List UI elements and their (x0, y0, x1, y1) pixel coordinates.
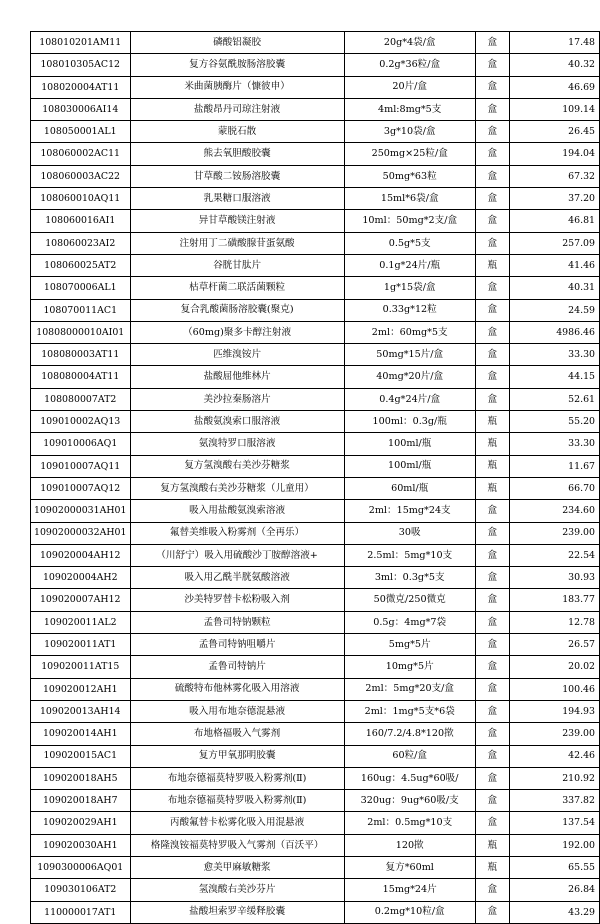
drug-name-cell: 氢溴酸右美沙芬片 (130, 879, 344, 901)
table-row (31, 544, 600, 566)
drug-price-cell: 26.57 (509, 634, 599, 656)
table-row (31, 344, 600, 366)
drug-spec-cell: 复方*60ml (344, 856, 475, 878)
drug-code-cell: 108050001AL1 (31, 121, 131, 143)
drug-code-cell: 108010201AM11 (31, 32, 131, 54)
drug-spec-cell: 60粒/盒 (344, 745, 475, 767)
drug-price-cell: 109.14 (509, 98, 599, 120)
drug-unit-cell: 瓶 (475, 455, 509, 477)
drug-name-cell: 盐酸氨溴索口服溶液 (130, 411, 344, 433)
drug-price-cell: 24.59 (509, 299, 599, 321)
drug-price-cell: 12.78 (509, 611, 599, 633)
drug-code-cell: 109020015AC1 (31, 745, 131, 767)
drug-name-cell: 匹维溴铵片 (130, 344, 344, 366)
drug-code-cell: 109020011AT15 (31, 656, 131, 678)
table-row (31, 433, 600, 455)
drug-price-cell: 210.92 (509, 767, 599, 789)
table-row (31, 366, 600, 388)
drug-name-cell: 米曲菌胰酶片（慷彼申） (130, 76, 344, 98)
drug-spec-cell: 0.4g*24片/盒 (344, 388, 475, 410)
drug-price-cell: 66.70 (509, 477, 599, 499)
drug-price-cell: 67.32 (509, 165, 599, 187)
table-row (31, 723, 600, 745)
drug-price-cell: 194.93 (509, 700, 599, 722)
drug-unit-cell: 盒 (475, 344, 509, 366)
table-row (31, 210, 600, 232)
drug-price-cell: 52.61 (509, 388, 599, 410)
table-row (31, 232, 600, 254)
drug-unit-cell: 盒 (475, 165, 509, 187)
drug-code-cell: 108010305AC12 (31, 54, 131, 76)
drug-name-cell: 盐酸坦索罗辛缓释胶囊 (130, 901, 344, 923)
table-row (31, 321, 600, 343)
drug-spec-cell: 320ug：9ug*60吸/支 (344, 790, 475, 812)
drug-name-cell: 硫酸特布他林雾化吸入用溶液 (130, 678, 344, 700)
drug-spec-cell: 160/7.2/4.8*120揿 (344, 723, 475, 745)
drug-code-cell: 109010002AQ13 (31, 411, 131, 433)
drug-unit-cell: 瓶 (475, 477, 509, 499)
table-row (31, 745, 600, 767)
drug-unit-cell: 盒 (475, 188, 509, 210)
table-row (31, 455, 600, 477)
table-row (31, 121, 600, 143)
drug-spec-cell: 2.5ml：5mg*10支 (344, 544, 475, 566)
drug-price-cell: 257.09 (509, 232, 599, 254)
drug-unit-cell: 盒 (475, 901, 509, 923)
drug-name-cell: 布地格福吸入气雾剂 (130, 723, 344, 745)
drug-unit-cell: 盒 (475, 634, 509, 656)
drug-spec-cell: 0.5g*5支 (344, 232, 475, 254)
table-row (31, 611, 600, 633)
drug-unit-cell: 盒 (475, 76, 509, 98)
table-row (31, 165, 600, 187)
drug-code-cell: 1090300006AQ01 (31, 856, 131, 878)
table-row (31, 856, 600, 878)
drug-name-cell: 孟鲁司特钠咀嚼片 (130, 634, 344, 656)
drug-code-cell: 10902000032AH01 (31, 522, 131, 544)
table-row (31, 477, 600, 499)
drug-unit-cell: 盒 (475, 321, 509, 343)
drug-price-cell: 4986.46 (509, 321, 599, 343)
drug-unit-cell: 盒 (475, 812, 509, 834)
table-row (31, 277, 600, 299)
drug-name-cell: 谷胱甘肽片 (130, 254, 344, 276)
drug-spec-cell: 100ml/瓶 (344, 433, 475, 455)
drug-unit-cell: 瓶 (475, 834, 509, 856)
drug-unit-cell: 瓶 (475, 254, 509, 276)
drug-spec-cell: 2ml：1mg*5支*6袋 (344, 700, 475, 722)
table-row (31, 299, 600, 321)
drug-name-cell: 熊去氧胆酸胶囊 (130, 143, 344, 165)
drug-spec-cell: 2ml：0.5mg*10支 (344, 812, 475, 834)
drug-code-cell: 108060002AC11 (31, 143, 131, 165)
drug-unit-cell: 盒 (475, 54, 509, 76)
drug-price-table (30, 31, 600, 924)
drug-unit-cell: 盒 (475, 700, 509, 722)
drug-unit-cell: 盒 (475, 522, 509, 544)
drug-name-cell: 枯草杆菌二联活菌颗粒 (130, 277, 344, 299)
drug-price-cell: 44.15 (509, 366, 599, 388)
drug-price-cell: 22.54 (509, 544, 599, 566)
table-row (31, 901, 600, 923)
drug-name-cell: 吸入用乙酰半胱氨酸溶液 (130, 567, 344, 589)
drug-unit-cell: 盒 (475, 767, 509, 789)
drug-code-cell: 109030106AT2 (31, 879, 131, 901)
drug-unit-cell: 盒 (475, 567, 509, 589)
drug-spec-cell: 5mg*5片 (344, 634, 475, 656)
drug-name-cell: （川舒宁）吸入用硫酸沙丁胺醇溶液+ (130, 544, 344, 566)
drug-name-cell: 布地奈德福莫特罗吸入粉雾剂(Ⅱ) (130, 767, 344, 789)
drug-spec-cell: 250mg×25粒/盒 (344, 143, 475, 165)
drug-code-cell: 108060016AI1 (31, 210, 131, 232)
drug-spec-cell: 0.1g*24片/瓶 (344, 254, 475, 276)
table-row (31, 879, 600, 901)
drug-spec-cell: 20片/盒 (344, 76, 475, 98)
drug-spec-cell: 0.2mg*10粒/盒 (344, 901, 475, 923)
drug-spec-cell: 10ml：50mg*2支/盒 (344, 210, 475, 232)
drug-spec-cell: 50微克/250微克 (344, 589, 475, 611)
drug-name-cell: 氟替美维吸入粉雾剂（全再乐） (130, 522, 344, 544)
drug-unit-cell: 盒 (475, 611, 509, 633)
table-body (31, 32, 600, 924)
drug-price-cell: 337.82 (509, 790, 599, 812)
drug-spec-cell: 50mg*15片/盒 (344, 344, 475, 366)
drug-spec-cell: 10mg*5片 (344, 656, 475, 678)
drug-price-cell: 33.30 (509, 433, 599, 455)
drug-price-cell: 183.77 (509, 589, 599, 611)
drug-name-cell: 孟鲁司特钠片 (130, 656, 344, 678)
drug-code-cell: 10808000010AI01 (31, 321, 131, 343)
drug-unit-cell: 盒 (475, 544, 509, 566)
drug-code-cell: 109010007AQ11 (31, 455, 131, 477)
table-row (31, 98, 600, 120)
drug-price-cell: 100.46 (509, 678, 599, 700)
drug-unit-cell: 瓶 (475, 856, 509, 878)
drug-name-cell: 孟鲁司特钠颗粒 (130, 611, 344, 633)
drug-price-cell: 42.46 (509, 745, 599, 767)
drug-price-cell: 26.45 (509, 121, 599, 143)
drug-name-cell: 愈美甲麻敏糖浆 (130, 856, 344, 878)
table-row (31, 143, 600, 165)
drug-unit-cell: 盒 (475, 121, 509, 143)
drug-name-cell: 蒙脱石散 (130, 121, 344, 143)
drug-price-cell: 43.29 (509, 901, 599, 923)
drug-code-cell: 108080007AT2 (31, 388, 131, 410)
drug-code-cell: 108060023AI2 (31, 232, 131, 254)
drug-price-cell: 40.31 (509, 277, 599, 299)
drug-spec-cell: 50mg*63粒 (344, 165, 475, 187)
drug-code-cell: 110000017AT1 (31, 901, 131, 923)
table-row (31, 54, 600, 76)
drug-unit-cell: 盒 (475, 790, 509, 812)
drug-unit-cell: 盒 (475, 143, 509, 165)
drug-spec-cell: 100ml/瓶 (344, 455, 475, 477)
drug-code-cell: 108060010AQ11 (31, 188, 131, 210)
drug-name-cell: 复方氢溴酸右美沙芬糖浆 (130, 455, 344, 477)
drug-name-cell: 复方甲氧那明胶囊 (130, 745, 344, 767)
drug-name-cell: 甘草酸二铵肠溶胶囊 (130, 165, 344, 187)
drug-unit-cell: 盒 (475, 277, 509, 299)
drug-spec-cell: 3ml：0.3g*5支 (344, 567, 475, 589)
drug-code-cell: 109020011AL2 (31, 611, 131, 633)
drug-spec-cell: 1g*15袋/盒 (344, 277, 475, 299)
drug-spec-cell: 20g*4袋/盒 (344, 32, 475, 54)
drug-spec-cell: 60ml/瓶 (344, 477, 475, 499)
drug-price-cell: 11.67 (509, 455, 599, 477)
drug-price-cell: 30.93 (509, 567, 599, 589)
drug-price-cell: 239.00 (509, 723, 599, 745)
drug-price-cell: 26.84 (509, 879, 599, 901)
drug-price-cell: 239.00 (509, 522, 599, 544)
drug-unit-cell: 盒 (475, 589, 509, 611)
drug-unit-cell: 瓶 (475, 433, 509, 455)
drug-name-cell: 乳果糖口服溶液 (130, 188, 344, 210)
table-row (31, 767, 600, 789)
drug-price-cell: 55.20 (509, 411, 599, 433)
drug-code-cell: 10902000031AH01 (31, 500, 131, 522)
drug-unit-cell: 盒 (475, 32, 509, 54)
drug-spec-cell: 30吸 (344, 522, 475, 544)
table-row (31, 567, 600, 589)
drug-spec-cell: 160ug：4.5ug*60吸/ (344, 767, 475, 789)
table-row (31, 634, 600, 656)
drug-code-cell: 109020018AH5 (31, 767, 131, 789)
drug-spec-cell: 2ml：5mg*20支/盒 (344, 678, 475, 700)
drug-code-cell: 109020030AH1 (31, 834, 131, 856)
drug-code-cell: 108070006AL1 (31, 277, 131, 299)
drug-code-cell: 108020004AT11 (31, 76, 131, 98)
drug-unit-cell: 盒 (475, 745, 509, 767)
drug-spec-cell: 0.2g*36粒/盒 (344, 54, 475, 76)
table-row (31, 522, 600, 544)
drug-code-cell: 109010006AQ1 (31, 433, 131, 455)
drug-price-cell: 194.04 (509, 143, 599, 165)
drug-code-cell: 108060025AT2 (31, 254, 131, 276)
drug-spec-cell: 0.33g*12粒 (344, 299, 475, 321)
drug-name-cell: 注射用丁二磺酸腺苷蛋氨酸 (130, 232, 344, 254)
table-row (31, 790, 600, 812)
drug-code-cell: 108030006AI14 (31, 98, 131, 120)
drug-code-cell: 109020018AH7 (31, 790, 131, 812)
drug-unit-cell: 盒 (475, 366, 509, 388)
drug-code-cell: 108080004AT11 (31, 366, 131, 388)
drug-code-cell: 108070011AC1 (31, 299, 131, 321)
drug-spec-cell: 4ml:8mg*5支 (344, 98, 475, 120)
table-row (31, 834, 600, 856)
drug-price-cell: 192.00 (509, 834, 599, 856)
drug-spec-cell: 15ml*6袋/盒 (344, 188, 475, 210)
drug-unit-cell: 盒 (475, 299, 509, 321)
drug-name-cell: 吸入用盐酸氨溴索溶液 (130, 500, 344, 522)
drug-price-cell: 37.20 (509, 188, 599, 210)
drug-spec-cell: 120揿 (344, 834, 475, 856)
table-row (31, 678, 600, 700)
drug-unit-cell: 瓶 (475, 411, 509, 433)
drug-code-cell: 108080003AT11 (31, 344, 131, 366)
drug-name-cell: 氨溴特罗口服溶液 (130, 433, 344, 455)
drug-name-cell: 异甘草酸镁注射液 (130, 210, 344, 232)
table-row (31, 388, 600, 410)
drug-unit-cell: 盒 (475, 879, 509, 901)
drug-unit-cell: 盒 (475, 678, 509, 700)
drug-name-cell: 布地奈德福莫特罗吸入粉雾剂(Ⅱ) (130, 790, 344, 812)
drug-price-cell: 41.46 (509, 254, 599, 276)
drug-unit-cell: 盒 (475, 98, 509, 120)
drug-spec-cell: 2ml：15mg*24支 (344, 500, 475, 522)
drug-price-cell: 17.48 (509, 32, 599, 54)
drug-unit-cell: 盒 (475, 232, 509, 254)
drug-price-cell: 40.32 (509, 54, 599, 76)
drug-price-cell: 20.02 (509, 656, 599, 678)
drug-spec-cell: 3g*10袋/盒 (344, 121, 475, 143)
drug-code-cell: 109020029AH1 (31, 812, 131, 834)
drug-code-cell: 109010007AQ12 (31, 477, 131, 499)
drug-unit-cell: 盒 (475, 723, 509, 745)
drug-name-cell: 复方氢溴酸右美沙芬糖浆（儿童用） (130, 477, 344, 499)
drug-spec-cell: 40mg*20片/盒 (344, 366, 475, 388)
drug-name-cell: 复合乳酸菌肠溶胶囊(聚克) (130, 299, 344, 321)
drug-price-cell: 46.69 (509, 76, 599, 98)
table-row (31, 76, 600, 98)
drug-code-cell: 109020004AH2 (31, 567, 131, 589)
table-row (31, 500, 600, 522)
drug-code-cell: 109020012AH1 (31, 678, 131, 700)
drug-spec-cell: 100ml：0.3g/瓶 (344, 411, 475, 433)
drug-name-cell: （60mg)聚多卡醇注射液 (130, 321, 344, 343)
drug-code-cell: 109020013AH14 (31, 700, 131, 722)
drug-code-cell: 109020004AH12 (31, 544, 131, 566)
drug-spec-cell: 2ml：60mg*5支 (344, 321, 475, 343)
table-row (31, 32, 600, 54)
drug-price-cell: 137.54 (509, 812, 599, 834)
drug-code-cell: 109020007AH12 (31, 589, 131, 611)
drug-name-cell: 盐酸昂丹司琼注射液 (130, 98, 344, 120)
drug-unit-cell: 盒 (475, 500, 509, 522)
drug-code-cell: 109020011AT1 (31, 634, 131, 656)
table-row (31, 700, 600, 722)
drug-name-cell: 丙酸氟替卡松雾化吸入用混悬液 (130, 812, 344, 834)
drug-code-cell: 108060003AC22 (31, 165, 131, 187)
drug-unit-cell: 盒 (475, 388, 509, 410)
drug-name-cell: 美沙拉秦肠溶片 (130, 388, 344, 410)
table-row (31, 656, 600, 678)
drug-price-cell: 33.30 (509, 344, 599, 366)
table-row (31, 188, 600, 210)
drug-code-cell: 109020014AH1 (31, 723, 131, 745)
table-row (31, 411, 600, 433)
drug-name-cell: 格隆溴铵福莫特罗吸入气雾剂（百沃平） (130, 834, 344, 856)
drug-spec-cell: 15mg*24片 (344, 879, 475, 901)
table-row (31, 589, 600, 611)
drug-name-cell: 吸入用布地奈德混悬液 (130, 700, 344, 722)
drug-name-cell: 磷酸铝凝胶 (130, 32, 344, 54)
drug-price-cell: 46.81 (509, 210, 599, 232)
table-row (31, 812, 600, 834)
drug-unit-cell: 盒 (475, 656, 509, 678)
drug-price-cell: 65.55 (509, 856, 599, 878)
drug-price-cell: 234.60 (509, 500, 599, 522)
table-row (31, 254, 600, 276)
drug-name-cell: 沙美特罗替卡松粉吸入剂 (130, 589, 344, 611)
drug-spec-cell: 0.5g：4mg*7袋 (344, 611, 475, 633)
drug-unit-cell: 盒 (475, 210, 509, 232)
drug-name-cell: 盐酸屈他维林片 (130, 366, 344, 388)
drug-name-cell: 复方谷氨酰胺肠溶胶囊 (130, 54, 344, 76)
